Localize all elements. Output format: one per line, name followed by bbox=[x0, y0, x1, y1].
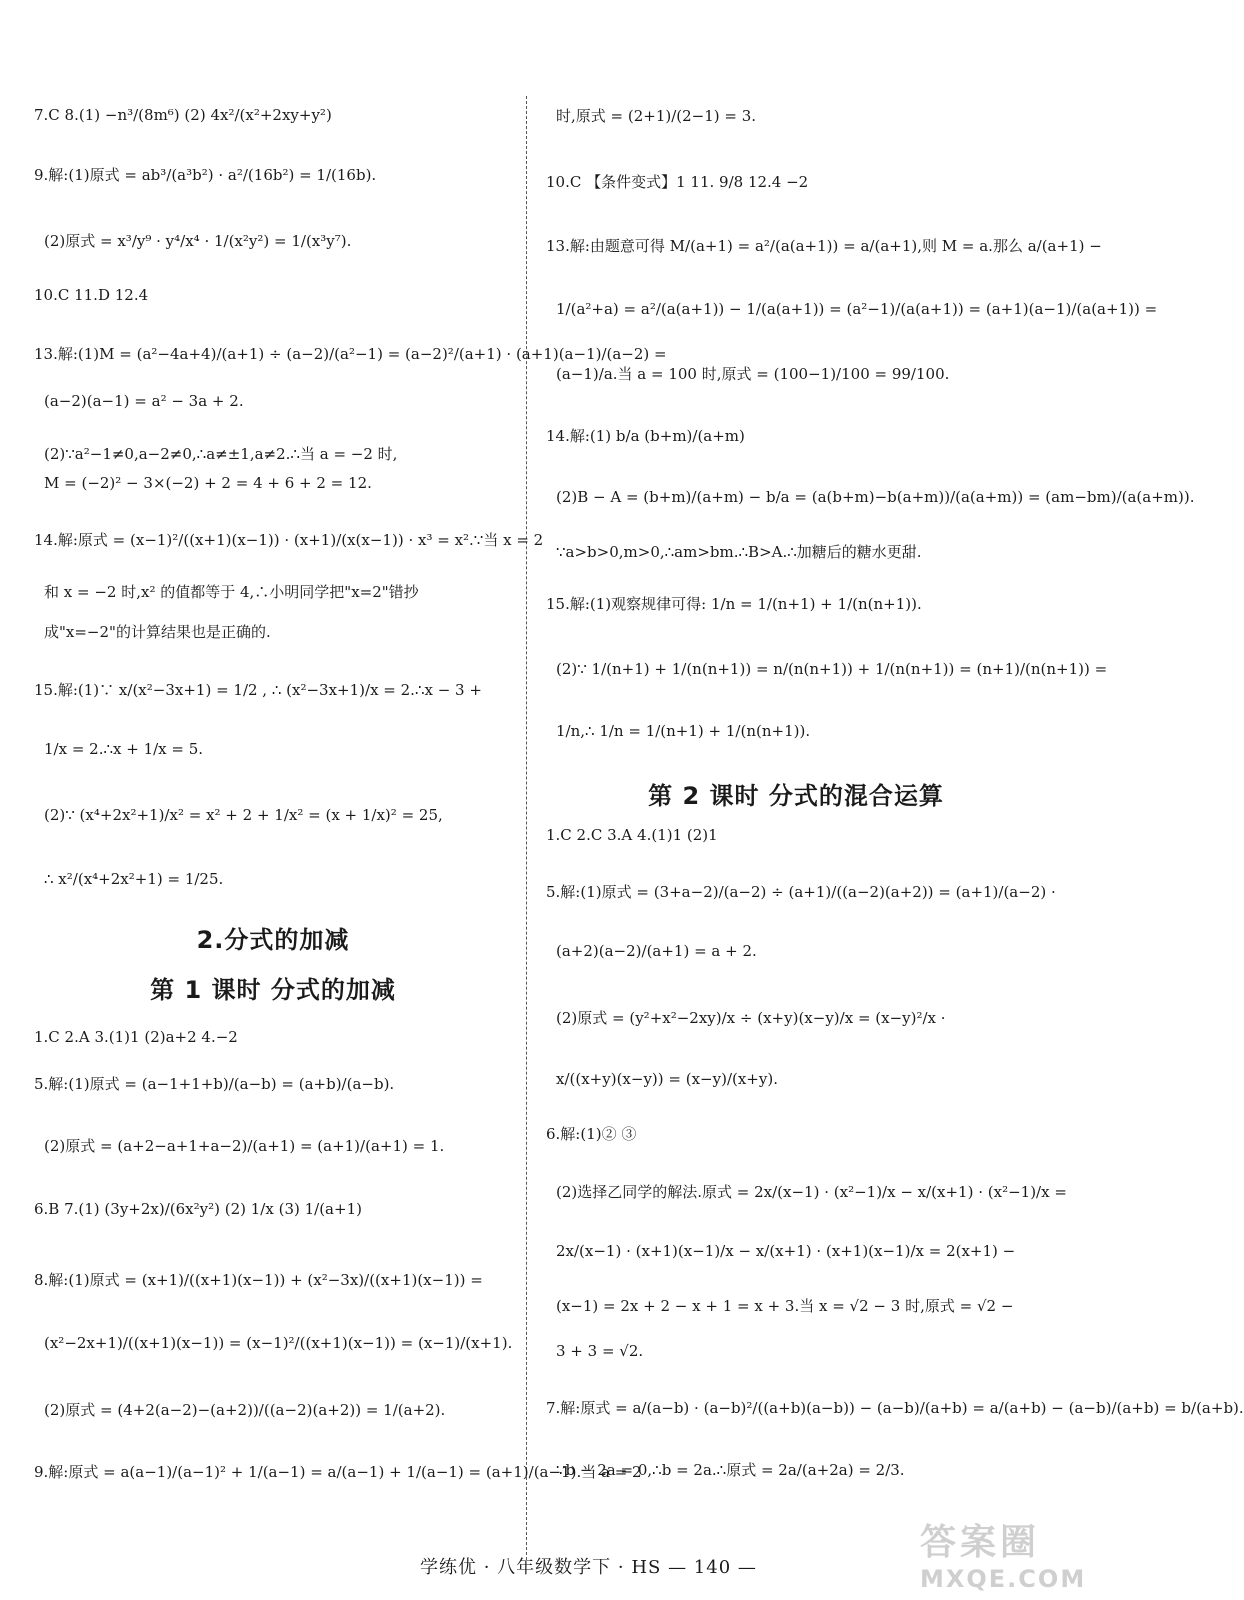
answer-line: 5.解:(1)原式 = (a−1+1+b)/(a−b) = (a+b)/(a−b). bbox=[34, 1074, 395, 1093]
answer-line: 2x/(x−1) · (x+1)(x−1)/x − x/(x+1) · (x+1)(x−1)/x = 2(x+1) − bbox=[556, 1242, 1016, 1260]
answer-line: 7.解:原式 = a/(a−b) · (a−b)²/((a+b)(a−b)) − (a−b)/(a+b) = a/(a+b) − (a−b)/(a+b) = b/(a+b). bbox=[546, 1398, 1244, 1417]
answer-line: (2)原式 = x³/y⁹ · y⁴/x⁴ · 1/(x²y²) = 1/(x³y⁷). bbox=[44, 231, 352, 250]
answer-line: x/((x+y)(x−y)) = (x−y)/(x+y). bbox=[556, 1070, 778, 1088]
answer-line: 1/(a²+a) = a²/(a(a+1)) − 1/(a(a+1)) = (a²−1)/(a(a+1)) = (a+1)(a−1)/(a(a+1)) = bbox=[556, 300, 1158, 318]
column-divider bbox=[526, 96, 527, 1560]
answer-line: 9.解:(1)原式 = ab³/(a³b²) · a²/(16b²) = 1/(16b). bbox=[34, 165, 377, 184]
answer-line: 13.解:(1)M = (a²−4a+4)/(a+1) ÷ (a−2)/(a²−1) = (a−2)²/(a+1) · (a+1)(a−1)/(a−2) = bbox=[34, 344, 667, 363]
answer-line: ∵a>b>0,m>0,∴am>bm.∴B>A.∴加糖后的糖水更甜. bbox=[556, 542, 922, 561]
answer-line: 7.C 8.(1) −n³/(8m⁶) (2) 4x²/(x²+2xy+y²) bbox=[34, 106, 332, 124]
answer-line: (2)选择乙同学的解法.原式 = 2x/(x−1) · (x²−1)/x − x/(x+1) · (x²−1)/x = bbox=[556, 1182, 1067, 1201]
answer-line: 14.解:(1) b/a (b+m)/(a+m) bbox=[546, 426, 745, 445]
answer-line: 15.解:(1)∵ x/(x²−3x+1) = 1/2 , ∴ (x²−3x+1)/x = 2.∴x − 3 + bbox=[34, 680, 482, 699]
answer-line: 15.解:(1)观察规律可得: 1/n = 1/(n+1) + 1/(n(n+1)). bbox=[546, 594, 922, 613]
lesson-heading: 第 2 课时 分式的混合运算 bbox=[648, 782, 944, 810]
answer-line: 1/x = 2.∴x + 1/x = 5. bbox=[44, 740, 204, 758]
answer-line: 10.C 11.D 12.4 bbox=[34, 286, 149, 304]
answer-line: (2)∵ (x⁴+2x²+1)/x² = x² + 2 + 1/x² = (x + 1/x)² = 25, bbox=[44, 806, 443, 824]
answer-line: 和 x = −2 时,x² 的值都等于 4,∴小明同学把"x=2"错抄 bbox=[44, 582, 419, 601]
answer-line: (x²−2x+1)/((x+1)(x−1)) = (x−1)²/((x+1)(x−1)) = (x−1)/(x+1). bbox=[44, 1334, 513, 1352]
answer-line: 1.C 2.C 3.A 4.(1)1 (2)1 bbox=[546, 826, 718, 844]
answer-line: (2)原式 = (4+2(a−2)−(a+2))/((a−2)(a+2)) = 1/(a+2). bbox=[44, 1400, 446, 1419]
answer-line: (a−2)(a−1) = a² − 3a + 2. bbox=[44, 392, 244, 410]
answer-line: 成"x=−2"的计算结果也是正确的. bbox=[44, 622, 271, 641]
answer-line: (a−1)/a.当 a = 100 时,原式 = (100−1)/100 = 99/100. bbox=[556, 364, 950, 383]
answer-line: ∴ x²/(x⁴+2x²+1) = 1/25. bbox=[44, 870, 224, 888]
answer-line: 1.C 2.A 3.(1)1 (2)a+2 4.−2 bbox=[34, 1028, 238, 1046]
lesson-heading: 第 1 课时 分式的加减 bbox=[150, 976, 396, 1004]
answer-line: 时,原式 = (2+1)/(2−1) = 3. bbox=[556, 106, 757, 125]
answer-line: (2)∵ 1/(n+1) + 1/(n(n+1)) = n/(n(n+1)) + 1/(n(n+1)) = (n+1)/(n(n+1)) = bbox=[556, 660, 1108, 678]
answer-line: 6.解:(1)② ③ bbox=[546, 1124, 637, 1143]
page-footer: 学练优 · 八年级数学下 · HS — 140 — bbox=[420, 1557, 757, 1578]
answer-line: 9.解:原式 = a(a−1)/(a−1)² + 1/(a−1) = a/(a−1) + 1/(a−1) = (a+1)/(a−1).当 a = 2 bbox=[34, 1462, 642, 1481]
answer-line: 14.解:原式 = (x−1)²/((x+1)(x−1)) · (x+1)/(x(x−1)) · x³ = x².∵当 x = 2 bbox=[34, 530, 544, 549]
watermark-bottom: MXQE.COM bbox=[920, 1565, 1087, 1593]
watermark-top: 答案圈 bbox=[920, 1522, 1041, 1563]
answer-line: (2)∵a²−1≠0,a−2≠0,∴a≠±1,a≠2.∴当 a = −2 时, bbox=[44, 444, 398, 463]
answer-line: 8.解:(1)原式 = (x+1)/((x+1)(x−1)) + (x²−3x)/((x+1)(x−1)) = bbox=[34, 1270, 483, 1289]
answer-line: 13.解:由题意可得 M/(a+1) = a²/(a(a+1)) = a/(a+1),则 M = a.那么 a/(a+1) − bbox=[546, 236, 1102, 255]
section-heading: 2.分式的加减 bbox=[196, 926, 350, 954]
right-column bbox=[546, 0, 1244, 1600]
answer-line: (2)原式 = (a+2−a+1+a−2)/(a+1) = (a+1)/(a+1) = 1. bbox=[44, 1136, 445, 1155]
answer-line: 10.C 【条件变式】1 11. 9/8 12.4 −2 bbox=[546, 172, 809, 191]
answer-line: (a+2)(a−2)/(a+1) = a + 2. bbox=[556, 942, 757, 960]
answer-line: M = (−2)² − 3×(−2) + 2 = 4 + 6 + 2 = 12. bbox=[44, 474, 372, 492]
answer-line: 6.B 7.(1) (3y+2x)/(6x²y²) (2) 1/x (3) 1/(a+1) bbox=[34, 1200, 362, 1218]
watermark-logo bbox=[920, 1514, 1087, 1593]
answer-line: (2)B − A = (b+m)/(a+m) − b/a = (a(b+m)−b(a+m))/(a(a+m)) = (am−bm)/(a(a+m)). bbox=[556, 488, 1195, 506]
answer-line: 5.解:(1)原式 = (3+a−2)/(a−2) ÷ (a+1)/((a−2)(a+2)) = (a+1)/(a−2) · bbox=[546, 882, 1056, 901]
answer-line: ∵b − 2a = 0,∴b = 2a.∴原式 = 2a/(a+2a) = 2/3. bbox=[556, 1460, 905, 1479]
answer-line: (2)原式 = (y²+x²−2xy)/x ÷ (x+y)(x−y)/x = (x−y)²/x · bbox=[556, 1008, 946, 1027]
answer-line: (x−1) = 2x + 2 − x + 1 = x + 3.当 x = √2 − 3 时,原式 = √2 − bbox=[556, 1296, 1014, 1315]
answer-line: 1/n,∴ 1/n = 1/(n+1) + 1/(n(n+1)). bbox=[556, 722, 811, 740]
answer-line: 3 + 3 = √2. bbox=[556, 1342, 644, 1360]
